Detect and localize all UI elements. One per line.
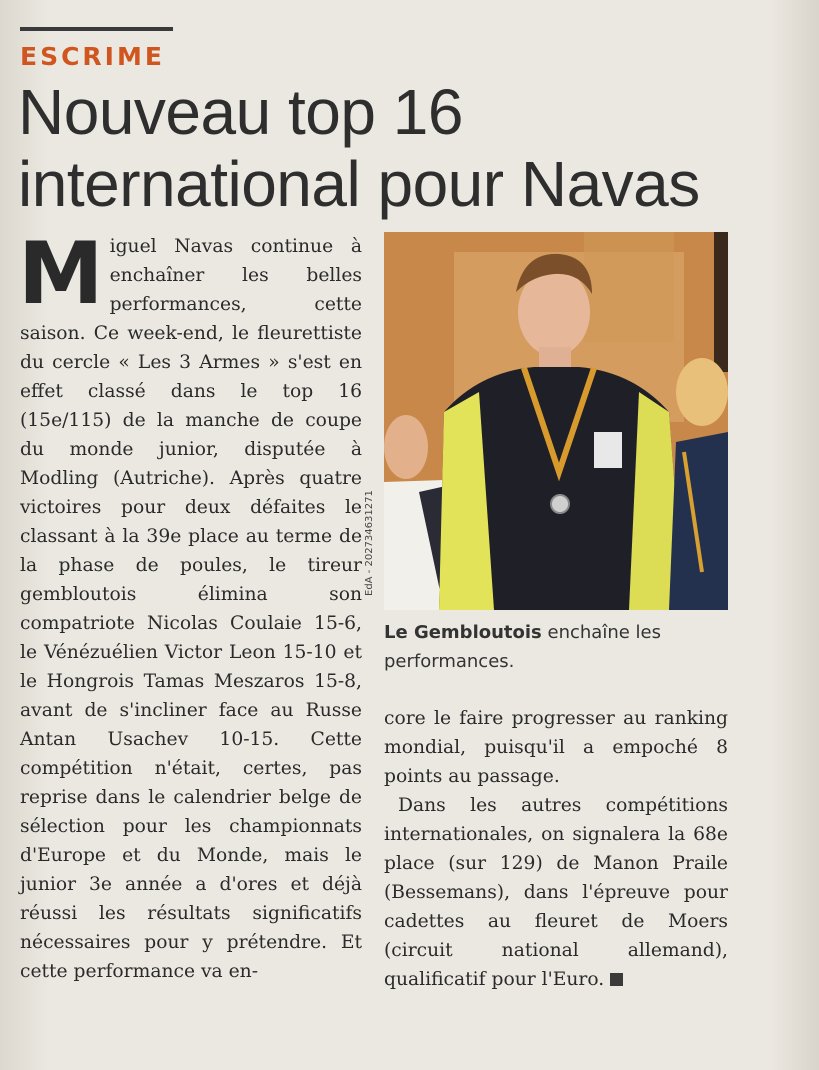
photo-caption [384, 618, 728, 676]
article-second-paragraph: Dans les autres compétitions internationales, on signalera la 68e place (sur 129) de Manon Praile (Bessemans), dans l'épreuve pour cadettes au fleuret de Moers (circuit national allemand), qualificatif pour l'Euro. [384, 795, 728, 990]
section-rubric: ESCRIME [20, 42, 165, 71]
article-column-2 [384, 704, 728, 994]
article-photo [384, 232, 728, 610]
fencer-photo-illustration [384, 232, 728, 610]
article-headline: Nouveau top 16 international pour Navas [18, 76, 700, 220]
caption-lead: Le Gembloutois [384, 622, 542, 643]
article-column-1 [18, 224, 362, 986]
end-of-article-mark [610, 973, 623, 986]
drop-cap: M [18, 224, 104, 324]
rubric-rule [20, 27, 173, 31]
caption-text: enchaîne les performances. [384, 622, 661, 672]
article-continuation: core le faire progresser au ranking mondial, puisqu'il a empoché 8 points au passage. [384, 708, 728, 787]
article-body-text: iguel Navas continue à enchaîner les belles performances, cette saison. Ce week-end, le fleurettiste du cercle « Les 3 Armes » s'est en effet classé dans le top 16 (15e/115) de la manche de coupe du monde junior, disputée à Modling (Autriche). Après quatre victoires pour deux défaites le classant à la 39e place au terme de la phase de poules, le tireur gembloutois élimina son compatriote Nicolas Coulaie 15-6, le Vénézuélien Victor Leon 15-10 et le Hongrois Tamas Meszaros 15-8, avant de s'incliner face au Russe Antan Usachev 10-15. Cette compétition n'était, certes, pas reprise dans le calendrier belge de sélection pour les championnats d'Europe et du Monde, mais le junior 3e année a d'ores et déjà réussi les résultats significatifs nécessaires pour y prétendre. Et cette performance va en- [20, 236, 362, 982]
photo-credit: EdA - 202734631271 [364, 490, 375, 596]
